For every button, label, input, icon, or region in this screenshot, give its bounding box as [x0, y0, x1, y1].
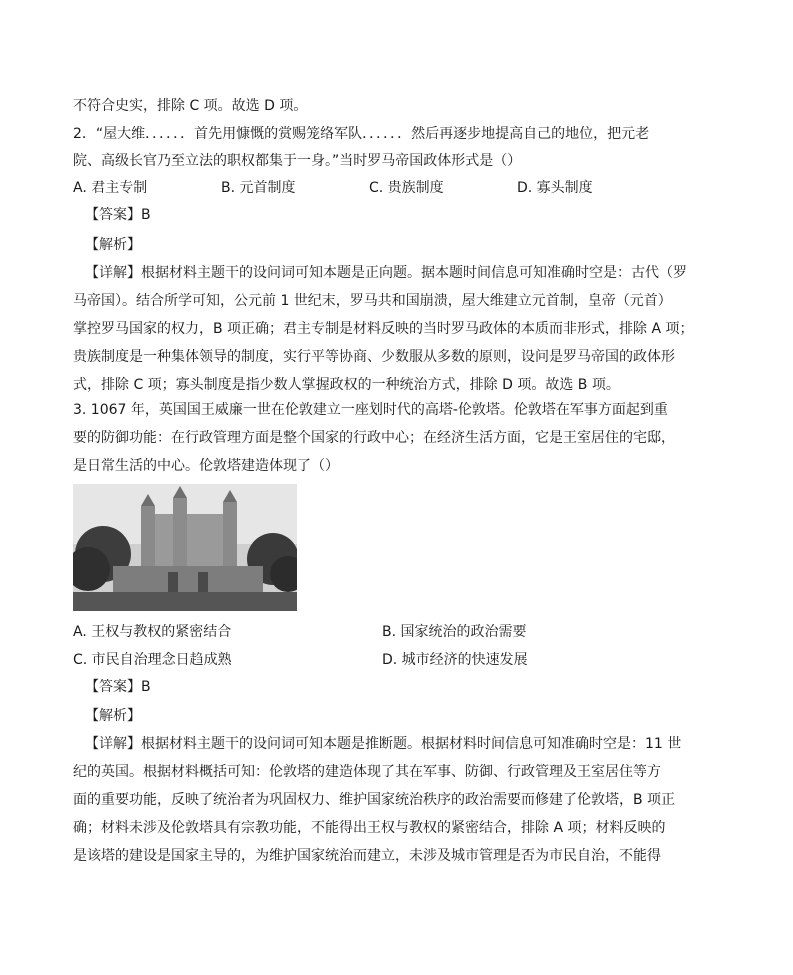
q2-answer: 【答案】B — [85, 207, 151, 223]
q3-analysis-label: 【解析】 — [85, 708, 141, 724]
q2-stem-line-1: 2．“屋大维．．．．．．首先用慷慨的赏赐笼络军队．．．．．．然后再逐步地提高自己的地位，把元老 — [73, 126, 650, 142]
q2-option-b: B. 元首制度 — [221, 180, 296, 196]
q1-tail: 不符合史实，排除 C 项。故选 D 项。 — [73, 98, 308, 114]
q3-detail-line-2: 纪的英国。根据材料概括可知：伦敦塔的建造体现了其在军事、防御、行政管理及王室居住等方 — [73, 764, 661, 780]
tower-of-london-photo — [73, 484, 297, 611]
q3-stem-line-3: 是日常生活的中心。伦敦塔建造体现了（） — [73, 458, 339, 474]
q2-detail-line-1: 【详解】根据材料主题干的设问词可知本题是正向题。据本题时间信息可知准确时空是：古代（罗 — [85, 265, 687, 281]
q3-stem-line-1: 3. 1067 年，英国国王威廉一世在伦敦建立一座划时代的高塔-伦敦塔。伦敦塔在军事方面起到重 — [73, 402, 668, 418]
q3-option-b: B. 国家统治的政治需要 — [382, 624, 527, 640]
q2-detail-line-2: 马帝国）。结合所学可知，公元前 1 世纪末，罗马共和国崩溃，屋大维建立元首制，皇帝（元首） — [73, 293, 672, 309]
q3-detail-line-1: 【详解】根据材料主题干的设问词可知本题是推断题。根据材料时间信息可知准确时空是：11 世 — [85, 736, 682, 752]
q2-detail-line-3: 掌控罗马国家的权力，B 项正确；君主专制是材料反映的当时罗马政体的本质而非形式，排除 A 项； — [73, 321, 694, 337]
q3-detail-line-3: 面的重要功能，反映了统治者为巩固权力、维护国家统治秩序的政治需要而修建了伦敦塔，B 项正 — [73, 792, 676, 808]
q2-option-d: D. 寡头制度 — [517, 180, 593, 196]
q3-option-c: C. 市民自治理念日趋成熟 — [73, 652, 232, 668]
q2-stem-line-2: 院、高级长官乃至立法的职权都集于一身。”当时罗马帝国政体形式是（） — [73, 153, 522, 169]
q2-option-a: A. 君主专制 — [73, 180, 148, 196]
q2-analysis-label: 【解析】 — [85, 237, 141, 253]
q2-detail-line-5: 式，排除 C 项；寡头制度是指少数人掌握政权的一种统治方式，排除 D 项。故选 B 项。 — [73, 377, 620, 393]
q2-option-c: C. 贵族制度 — [369, 180, 444, 196]
q3-answer: 【答案】B — [85, 679, 151, 695]
q3-detail-line-4: 确；材料未涉及伦敦塔具有宗教功能，不能得出王权与教权的紧密结合，排除 A 项；材料反映的 — [73, 820, 666, 836]
q3-stem-line-2: 要的防御功能：在行政管理方面是整个国家的行政中心；在经济生活方面，它是王室居住的宅邸， — [73, 430, 675, 446]
q3-option-a: A. 王权与教权的紧密结合 — [73, 624, 232, 640]
q3-option-d: D. 城市经济的快速发展 — [382, 652, 528, 668]
q3-detail-line-5: 是该塔的建设是国家主导的，为维护国家统治而建立，未涉及城市管理是否为市民自治，不能得 — [73, 848, 661, 864]
q2-detail-line-4: 贵族制度是一种集体领导的制度，实行平等协商、少数服从多数的原则，设问是罗马帝国的政体形 — [73, 349, 675, 365]
